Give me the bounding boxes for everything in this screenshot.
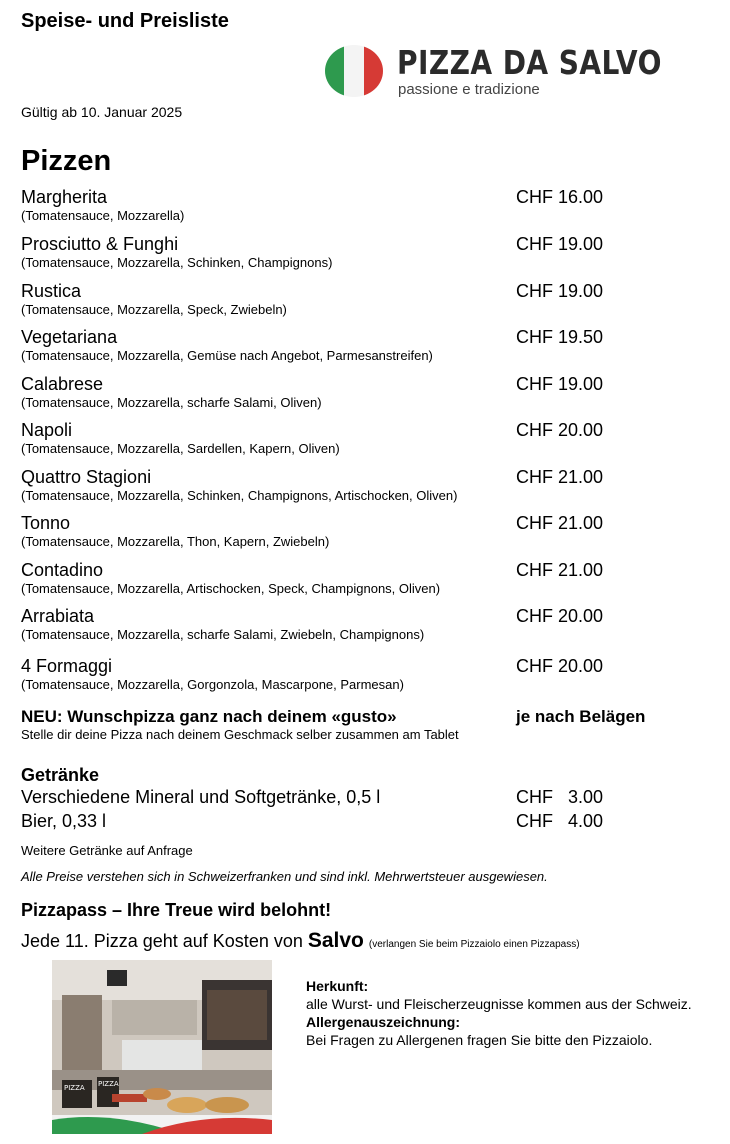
pizzapass-note: (verlangen Sie beim Pizzaiolo einen Pizzapass) (368, 939, 580, 950)
pizza-item (21, 187, 711, 224)
pizza-price: CHF 20.00 (516, 606, 604, 626)
pizza-price: CHF 19.00 (516, 234, 604, 254)
pizza-item (21, 420, 711, 457)
pizza-price: CHF 20.00 (516, 656, 604, 676)
pizza-name: Rustica (21, 281, 82, 301)
pizza-ingredients: (Tomatensauce, Mozzarella, Sardellen, Kapern, Oliven) (21, 441, 340, 456)
pizza-ingredients: (Tomatensauce, Mozzarella, scharfe Salami, Oliven) (21, 395, 322, 410)
pizza-price: CHF 19.00 (516, 281, 604, 301)
pizza-ingredients: (Tomatensauce, Mozzarella, Speck, Zwiebeln) (21, 302, 287, 317)
pizza-ingredients: (Tomatensauce, Mozzarella, Artischocken, Speck, Champignons, Oliven) (21, 581, 441, 596)
neu-label: NEU: Wunschpizza ganz nach deinem «gusto» (21, 707, 397, 726)
pizza-price: CHF 21.00 (516, 560, 604, 580)
drink-name: Bier, 0,33 l (21, 811, 107, 831)
valid-from: Gültig ab 10. Januar 2025 (21, 104, 183, 120)
pizza-name: Contadino (21, 560, 104, 580)
pizza-ingredients: (Tomatensauce, Mozzarella, Schinken, Champignons) (21, 255, 333, 270)
photo-sign-text: PIZZA (98, 1080, 119, 1088)
pizza-price: CHF 20.00 (516, 420, 604, 440)
logo (325, 43, 662, 103)
pizza-item (21, 467, 711, 504)
pizza-ingredients: (Tomatensauce, Mozzarella) (21, 208, 185, 223)
salvo-name: Salvo (307, 929, 364, 952)
logo-name: PIZZA DA SALVO (397, 43, 662, 82)
pizza-item (21, 327, 711, 364)
pizza-name: Vegetariana (21, 327, 118, 347)
more-drinks-note: Weitere Getränke auf Anfrage (21, 843, 193, 858)
neu-price: je nach Belägen (516, 707, 646, 726)
drink-row (21, 810, 711, 832)
pizza-item (21, 281, 711, 318)
info-block (306, 977, 696, 1049)
pizzapass-heading: Pizzapass – Ihre Treue wird belohnt! (21, 900, 332, 920)
photo-sign-text: PIZZA (64, 1084, 85, 1092)
italian-flag-icon (325, 45, 383, 97)
neu-wunschpizza (21, 707, 711, 743)
allergen-text: Bei Fragen zu Allergenen fragen Sie bitte den Pizzaiolo. (306, 1032, 653, 1048)
page-title: Speise- und Preisliste (21, 10, 229, 32)
pizza-ingredients: (Tomatensauce, Mozzarella, Schinken, Champignons, Artischocken, Oliven) (21, 488, 458, 503)
herkunft-text: alle Wurst- und Fleischerzeugnisse kommen aus der Schweiz. (306, 996, 692, 1012)
neu-subtext: Stelle dir deine Pizza nach deinem Geschmack selber zusammen am Tablet (21, 727, 459, 742)
pizza-name: Margherita (21, 187, 108, 207)
pizza-item (21, 513, 711, 550)
pizza-counter-photo (52, 960, 272, 1134)
pizza-name: Napoli (21, 420, 73, 440)
logo-tagline: passione e tradizione (398, 81, 540, 98)
drink-price: CHF 3.00 (516, 787, 603, 807)
pizza-item (21, 234, 711, 271)
pizza-name: Calabrese (21, 374, 104, 394)
pizza-price: CHF 21.00 (516, 467, 604, 487)
pizza-item (21, 606, 711, 643)
pizza-price: CHF 21.00 (516, 513, 604, 533)
pizza-ingredients: (Tomatensauce, Mozzarella, Gemüse nach Angebot, Parmesanstreifen) (21, 348, 433, 363)
drink-price: CHF 4.00 (516, 811, 603, 831)
pizza-name: Tonno (21, 513, 71, 533)
drink-name: Verschiedene Mineral und Softgetränke, 0,5 l (21, 787, 381, 807)
pizza-ingredients: (Tomatensauce, Mozzarella, Thon, Kapern, Zwiebeln) (21, 534, 330, 549)
drink-row (21, 786, 711, 808)
pizza-ingredients: (Tomatensauce, Mozzarella, Gorgonzola, Mascarpone, Parmesan) (21, 677, 404, 692)
pizza-name: Prosciutto & Funghi (21, 234, 179, 254)
pizza-item (21, 656, 711, 693)
pizza-ingredients: (Tomatensauce, Mozzarella, scharfe Salami, Zwiebeln, Champignons) (21, 627, 425, 642)
pizza-name: Arrabiata (21, 606, 95, 626)
pizza-name: 4 Formaggi (21, 656, 113, 676)
pizza-name: Quattro Stagioni (21, 467, 152, 487)
pizza-price: CHF 16.00 (516, 187, 604, 207)
section-heading-getraenke: Getränke (21, 765, 100, 785)
pizza-price: CHF 19.00 (516, 374, 604, 394)
price-note: Alle Preise verstehen sich in Schweizerfranken und sind inkl. Mehrwertsteuer ausgewiesen. (21, 869, 548, 884)
pizzapass-line: Jede 11. Pizza geht auf Kosten von Salvo (verlangen Sie beim Pizzaiolo einen Pizzapass) (21, 929, 580, 952)
pizza-item (21, 374, 711, 411)
pizza-price: CHF 19.50 (516, 327, 604, 347)
herkunft-label: Herkunft: (306, 978, 369, 994)
allergen-label: Allergenauszeichnung: (306, 1014, 461, 1030)
pizza-item (21, 560, 711, 597)
section-heading-pizzen: Pizzen (21, 145, 112, 177)
